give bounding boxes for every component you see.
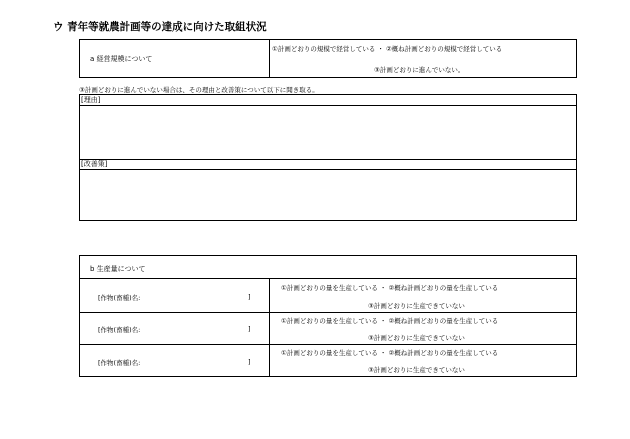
crop-name-field[interactable] <box>162 355 252 367</box>
crop-bracket-close: ] <box>248 358 251 366</box>
improvement-label: [改善策] <box>81 160 108 168</box>
scale-options-line2[interactable]: ③計画どおりに進んでいない。 <box>374 66 465 74</box>
improvement-field[interactable] <box>80 170 576 220</box>
section-title: ウ 青年等就農計画等の達成に向けた取組状況 <box>53 21 267 33</box>
reason-label: [理由] <box>81 96 101 104</box>
scale-table <box>79 39 577 78</box>
production-options-line2[interactable]: ③計画どおりに生産できていない <box>368 302 465 310</box>
production-table <box>79 255 577 377</box>
interview-box <box>79 94 577 221</box>
production-options-line2[interactable]: ③計画どおりに生産できていない <box>368 334 465 342</box>
crop-bracket-close: ] <box>248 293 251 301</box>
production-options-line2[interactable]: ③計画どおりに生産できていない <box>368 366 465 374</box>
crop-name-label: [作物(畜種)名: <box>98 294 141 302</box>
production-options-line1[interactable]: ①計画どおりの量を生産している ・ ②概ね計画どおりの量を生産している <box>281 349 499 357</box>
production-options-line1[interactable]: ①計画どおりの量を生産している ・ ②概ね計画どおりの量を生産している <box>281 284 499 292</box>
production-label: b 生産量について <box>90 265 146 273</box>
crop-name-label: [作物(畜種)名: <box>98 359 141 367</box>
crop-name-label: [作物(畜種)名: <box>98 326 141 334</box>
scale-label: a 経営規模について <box>90 55 153 63</box>
crop-name-field[interactable] <box>162 290 252 302</box>
production-options-line1[interactable]: ①計画どおりの量を生産している ・ ②概ね計画どおりの量を生産している <box>281 317 499 325</box>
crop-bracket-close: ] <box>248 325 251 333</box>
reason-field[interactable] <box>80 106 576 159</box>
scale-options-line1[interactable]: ①計画どおりの規模で経営している ・ ②概ね計画どおりの規模で経営している <box>272 45 503 53</box>
crop-name-field[interactable] <box>162 322 252 334</box>
follow-up-note: ③計画どおりに進んでいない場合は、その理由と改善策について以下に聞き取る。 <box>79 86 319 94</box>
